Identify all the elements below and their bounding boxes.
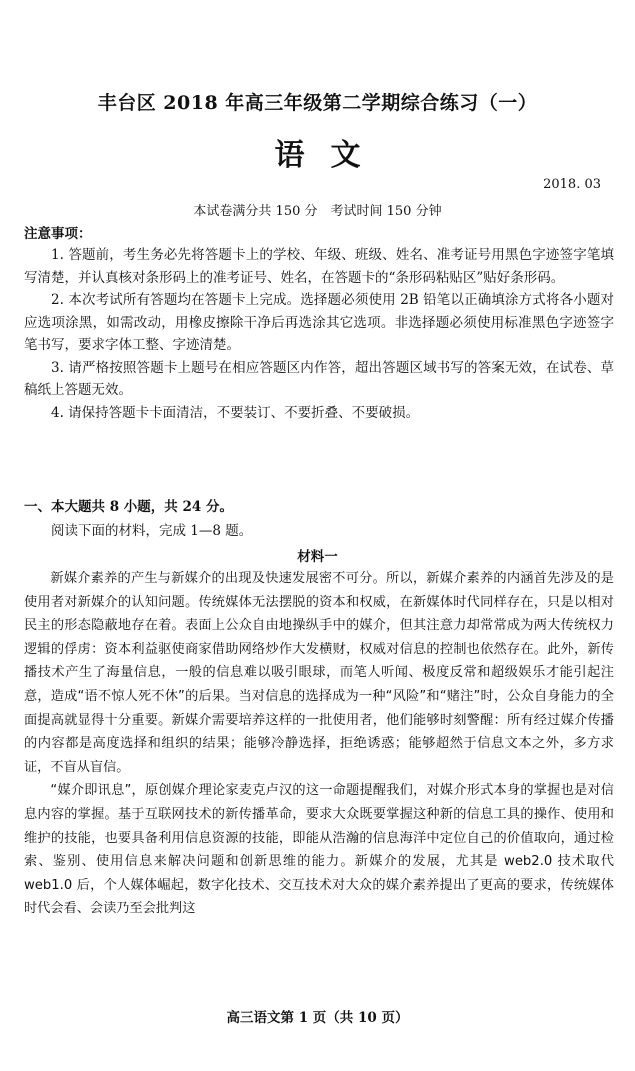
material-body: [24, 567, 614, 921]
section-heading: 一、本大题共 8 小题，共 24 分。: [24, 499, 233, 515]
material-paragraph-1: 新媒介素养的产生与新媒介的出现及快速发展密不可分。所以，新媒介素养的内涵首先涉及的是使用者对新媒介的认知问题。传统媒体无法摆脱的资本和权威，在新媒体时代同样存在，只是以相对民主的形态隐蔽地存在着。表面上公众自由地操纵手中的媒介，但其注意力却常常成为两大传统权力逻辑的俘虏：资本利益驱使商家借助网络炒作大发横财，权威对信息的控制也依然存在。此外，新传播技术产生了海量信息，一般的信息难以吸引眼球，而笔人听闻、极度反常和超级娱乐才能引起注意，造成“语不惊人死不休”的后果。当对信息的选择成为一种“风险”和“赌注”时，公众自身能力的全面提高就显得十分重要。新媒介需要培养这样的一批使用者，他们能够时刻警醒：所有经过媒介传播的内容都是高度选择和组织的结果；能够冷静选择，拒绝诱惑；能够超然于信息文本之外，多方求证，不盲从盲信。: [24, 571, 614, 775]
exam-date: 2018. 03: [543, 177, 601, 192]
note-item-4: 4. 请保持答题卡卡面清洁，不要装订、不要折叠、不要破损。: [51, 404, 420, 421]
notes-heading: 注意事项：: [24, 226, 92, 242]
material-title: 材料一: [297, 549, 338, 565]
exam-title: 丰台区 2018 年高三年级第二学期综合练习（一）: [97, 92, 538, 114]
material-paragraph-2: “媒介即讯息”，原创媒介理论家麦克卢汉的这一命题提醒我们，对媒介形式本身的掌握也是对信息内容的掌握。基于互联网技术的新传播革命，要求大众既要掌握这种新的信息工具的操作、使用和维护的技能，也要具备利用信息资源的技能，即能从浩瀚的信息海洋中定位自己的价值取向，通过检索、鉴别、使用信息来解决问题和创新思维的能力。新媒介的发展，尤其是 web2.0 技术取代 web1.0 后，个人媒体崛起，数字化技术、交互技术对大众的媒介素养提出了更高的要求，传统媒体时代会看、会读乃至会批判这: [24, 783, 614, 917]
page-footer: 高三语文第 1 页（共 10 页）: [226, 1010, 409, 1026]
note-item-1: 1. 答题前，考生务必先将答题卡上的学校、年级、班级、姓名、准考证号用黑色字迹签字笔填写清楚，并认真核对条形码上的准考证号、姓名，在答题卡的“条形码粘贴区”贴好条形码。: [24, 247, 614, 286]
note-item-3: 3. 请严格按照答题卡上题号在相应答题区内作答，超出答题区域书写的答案无效，在试卷、草稿纸上答题无效。: [24, 359, 614, 398]
notes-list: [24, 244, 614, 424]
exam-info: 本试卷满分共 150 分 考试时间 150 分钟: [193, 204, 442, 219]
note-item-2: 2. 本次考试所有答题均在答题卡上完成。选择题必须使用 2B 铅笔以正确填涂方式将各小题对应选项涂黑，如需改动，用橡皮擦除干净后再选涂其它选项。非选择题必须使用标准黑色字迹签字笔书写，要求字体工整、字迹清楚。: [24, 292, 614, 353]
section-instruction: 阅读下面的材料，完成 1—8 题。: [51, 523, 253, 539]
subject-title: 语文: [274, 138, 387, 173]
